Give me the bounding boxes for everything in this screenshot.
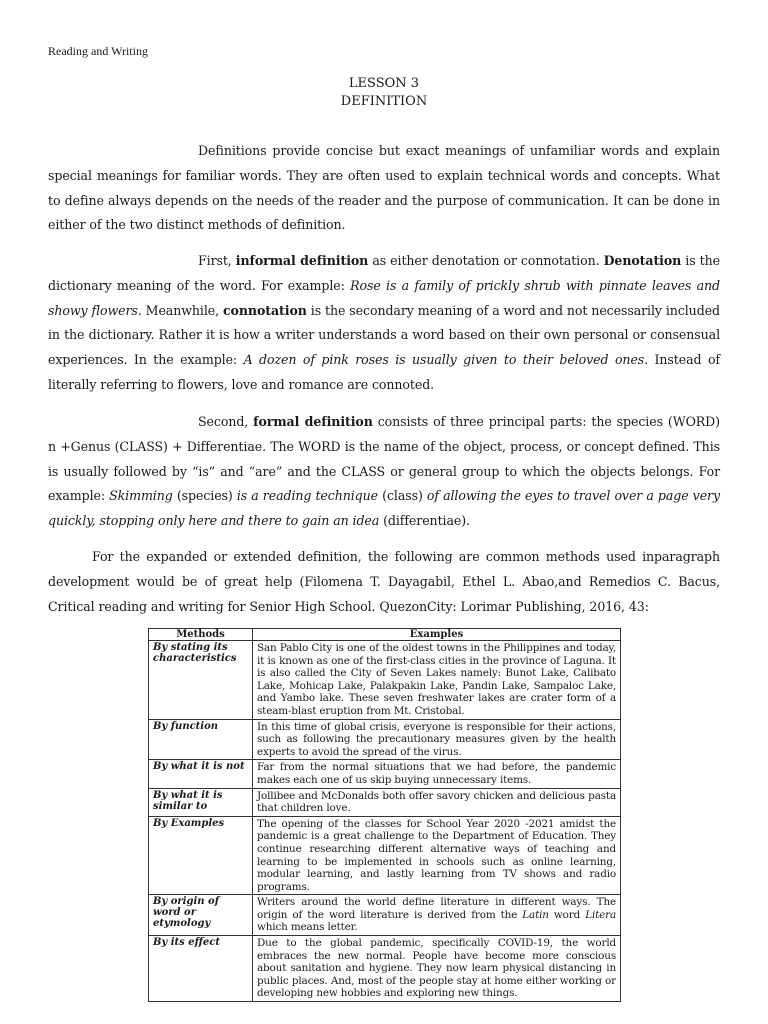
table-row <box>149 788 621 816</box>
text-run: word <box>548 908 586 921</box>
text-run: as either denotation or connotation. <box>368 253 604 268</box>
text-run: consists of three principal parts: the species (WORD) n +Genus (CLASS) + Differentiae. The WORD is the name of the object, process, or concept defined. This is usually followed by “is” and “are” and the CLASS or general group to which the objects belongs. For example: <box>48 414 720 504</box>
term-informal-definition: informal definition <box>235 253 369 268</box>
method-cell: By Examples <box>149 816 253 895</box>
running-header: Reading and Writing <box>48 44 148 58</box>
example-differentiae: of allowing the eyes to travel over a page very quickly, stopping only here and there to gain an idea <box>48 488 720 529</box>
example-connotation: A dozen of pink roses is usually given to their beloved ones <box>243 352 645 368</box>
method-cell: By what it is similar to <box>149 788 253 816</box>
column-header-methods: Methods <box>149 629 253 641</box>
table-row <box>149 641 621 720</box>
method-cell: By origin of word or etymology <box>149 895 253 936</box>
text-run: . Meanwhile, <box>137 302 223 318</box>
text-run: (species) <box>172 488 237 504</box>
lesson-title: DEFINITION <box>340 94 428 109</box>
column-header-examples: Examples <box>253 629 621 641</box>
method-cell: By its effect <box>149 936 253 1002</box>
table-row <box>149 719 621 760</box>
text-run-italic: Litera <box>585 908 616 921</box>
text-run: Second, <box>198 414 254 429</box>
example-cell: San Pablo City is one of the oldest towns in the Philippines and today, it is known as one of the first-class cities in the province of Laguna. It is also called the City of Seven Lakes namely: Bunot Lake, Calibato Lake, Mohicap Lake, Palakpakin Lake, Pandin Lake, Sampaloc Lake, and Yambo lake. These seven freshwater lakes are crater form of a steam-blast eruption from Mt. Cristobal. <box>253 641 621 720</box>
methods-table <box>148 628 621 1002</box>
text-run: which means letter. <box>257 921 358 934</box>
text-run: Writers around the world define literature in different ways. The origin of the word literature is derived from the <box>257 896 616 921</box>
paragraph-intro <box>48 139 720 238</box>
example-denotation: Rose is a family of prickly shrub with pinnate leaves and showy flowers <box>48 277 721 318</box>
table-header-row <box>149 629 621 641</box>
table-row <box>149 895 621 936</box>
example-cell <box>253 895 621 936</box>
lesson-number: LESSON 3 <box>348 76 420 91</box>
method-cell: By function <box>149 719 253 760</box>
example-cell: Due to the global pandemic, specifically COVID-19, the world embraces the new normal. People have become more conscious about sanitation and hygiene. They now learn physical distancing in public places. And, most of the people stay at home either working or developing new hobbies and exploring new things. <box>253 936 621 1002</box>
example-cell: The opening of the classes for School Year 2020 -2021 amidst the pandemic is a great challenge to the Department of Education. They continue researching different alternative ways of teaching and learning to be implemented in schools such as online learning, modular learning, and lastly learning from TV shows and radio programs. <box>253 816 621 895</box>
example-cell: Far from the normal situations that we had before, the pandemic makes each one of us skip buying unnecessary items. <box>253 760 621 788</box>
text-run: (differentiae). <box>379 513 470 529</box>
example-class: is a reading technique <box>236 488 379 504</box>
text-run-italic: Latin <box>522 908 549 921</box>
paragraph-formal-definition <box>48 410 720 534</box>
example-cell: Jollibee and McDonalds both offer savory chicken and delicious pasta that children love. <box>253 788 621 816</box>
table-row <box>149 760 621 788</box>
paragraph-extended-definition <box>48 545 720 619</box>
text-run: First, <box>198 253 236 268</box>
method-cell: By what it is not <box>149 760 253 788</box>
example-word: Skimming <box>109 488 173 504</box>
text-run: is the secondary meaning of a word and not necessarily included in the dictionary. Rather it is how a writer understands a word based on their own personal or consensual experiences. In the example: <box>48 302 720 368</box>
paragraph-informal-definition <box>48 249 720 398</box>
paragraph-extended-text: For the expanded or extended definition, the following are common methods used inparagraph development would be of great help (Filomena T. Dayagabil, Ethel L. Abao,and Remedios C. Bacus, Critical reading and writing for Senior High School. QuezonCity: Lorimar Publishing, 2016, 43: <box>48 549 720 614</box>
example-cell: In this time of global crisis, everyone is responsible for their actions, such as following the precautionary measures given by the health experts to avoid the spread of the virus. <box>253 719 621 760</box>
term-formal-definition: formal definition <box>253 414 373 429</box>
text-run: . Instead of literally referring to flowers, love and romance are connoted. <box>48 352 720 392</box>
method-cell: By stating its characteristics <box>149 641 253 720</box>
text-run: (class) <box>378 488 427 504</box>
paragraph-intro-text: Definitions provide concise but exact meanings of unfamiliar words and explain special meanings for familiar words. They are often used to explain technical words and concepts. What to define always depends on the needs of the reader and the purpose of communication. It can be done in either of the two distinct methods of definition. <box>48 143 720 233</box>
term-connotation: connotation <box>222 302 307 318</box>
text-run: is the dictionary meaning of the word. For example: <box>48 253 720 293</box>
table-row <box>149 816 621 895</box>
table-row <box>149 936 621 1002</box>
term-denotation: Denotation <box>603 253 682 268</box>
